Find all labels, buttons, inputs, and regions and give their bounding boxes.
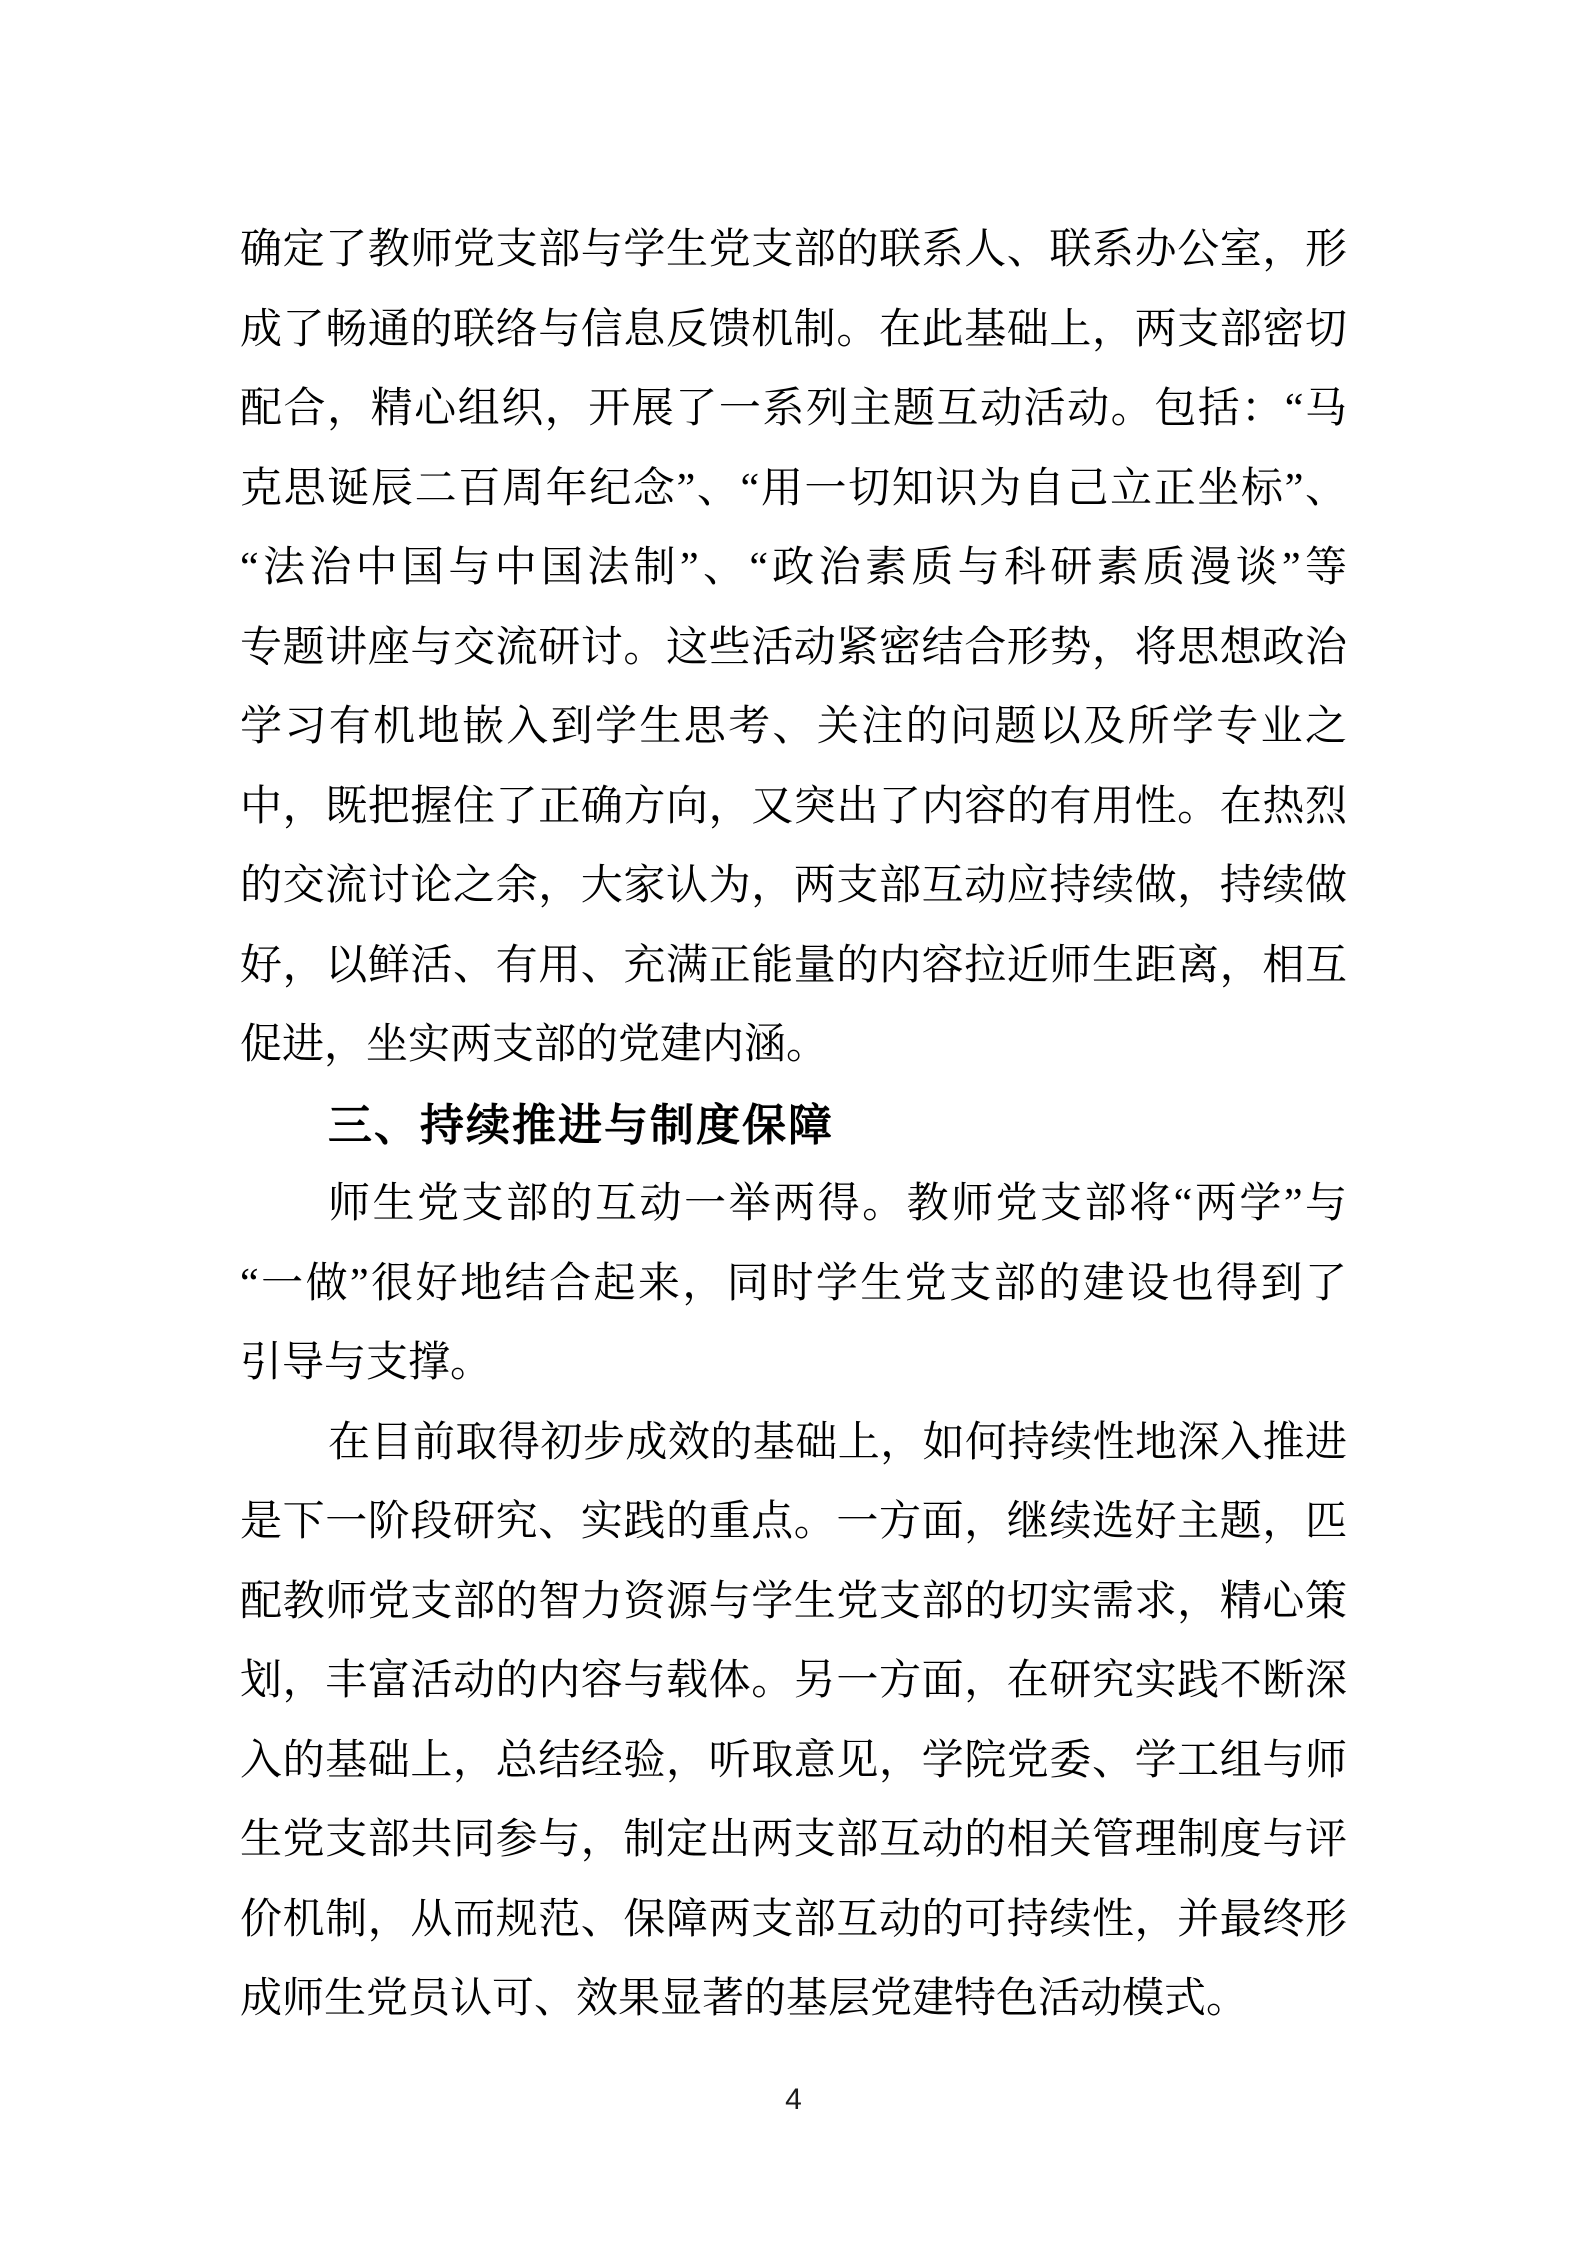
text-line: 价机制，从而规范、保障两支部互动的可持续性，并最终形 <box>240 1896 1347 1943</box>
text-line: 成师生党员认可、效果显著的基层党建特色活动模式。 <box>240 1976 1249 2022</box>
text-line: 配教师党支部的智力资源与学生党支部的切实需求，精心策 <box>240 1578 1347 1625</box>
text-line: 引导与支撑。 <box>240 1340 493 1386</box>
text-line: 师生党支部的互动一举两得。教师党支部将“两学”与 <box>328 1181 1347 1227</box>
text-line: 入的基础上，总结经验，听取意见，学院党委、学工组与师 <box>240 1737 1347 1784</box>
text-line: “法治中国与中国法制”、“政治素质与科研素质漫谈”等 <box>240 545 1347 591</box>
page-number: 4 <box>785 2083 802 2116</box>
text-line: 促进，坐实两支部的党建内涵。 <box>240 1022 829 1068</box>
document-body <box>240 211 1347 2040</box>
text-line: 专题讲座与交流研讨。这些活动紧密结合形势，将思想政治 <box>240 624 1347 671</box>
text-line: 划，丰富活动的内容与载体。另一方面，在研究实践不断深 <box>240 1658 1347 1704</box>
text-line: 好，以鲜活、有用、充满正能量的内容拉近师生距离，相互 <box>240 942 1347 989</box>
text-line: “一做”很好地结合起来，同时学生党支部的建设也得到了 <box>240 1260 1347 1307</box>
text-line: 克思诞辰二百周年纪念”、“用一切知识为自己立正坐标”、 <box>240 465 1347 512</box>
text-line: 成了畅通的联络与信息反馈机制。在此基础上，两支部密切 <box>240 306 1347 353</box>
text-line: 在目前取得初步成效的基础上，如何持续性地深入推进 <box>328 1419 1347 1466</box>
text-line: 中，既把握住了正确方向，又突出了内容的有用性。在热烈 <box>240 783 1347 830</box>
text-line: 配合，精心组织，开展了一系列主题互动活动。包括：“马 <box>240 386 1347 432</box>
text-line: 学习有机地嵌入到学生思考、关注的问题以及所学专业之 <box>240 704 1347 750</box>
text-line: 是下一阶段研究、实践的重点。一方面，继续选好主题，匹 <box>240 1499 1347 1545</box>
text-line: 的交流讨论之余，大家认为，两支部互动应持续做，持续做 <box>240 863 1347 909</box>
section-heading: 三、持续推进与制度保障 <box>328 1100 834 1150</box>
text-line: 确定了教师党支部与学生党支部的联系人、联系办公室，形 <box>240 227 1347 273</box>
text-line: 生党支部共同参与，制定出两支部互动的相关管理制度与评 <box>240 1817 1347 1863</box>
